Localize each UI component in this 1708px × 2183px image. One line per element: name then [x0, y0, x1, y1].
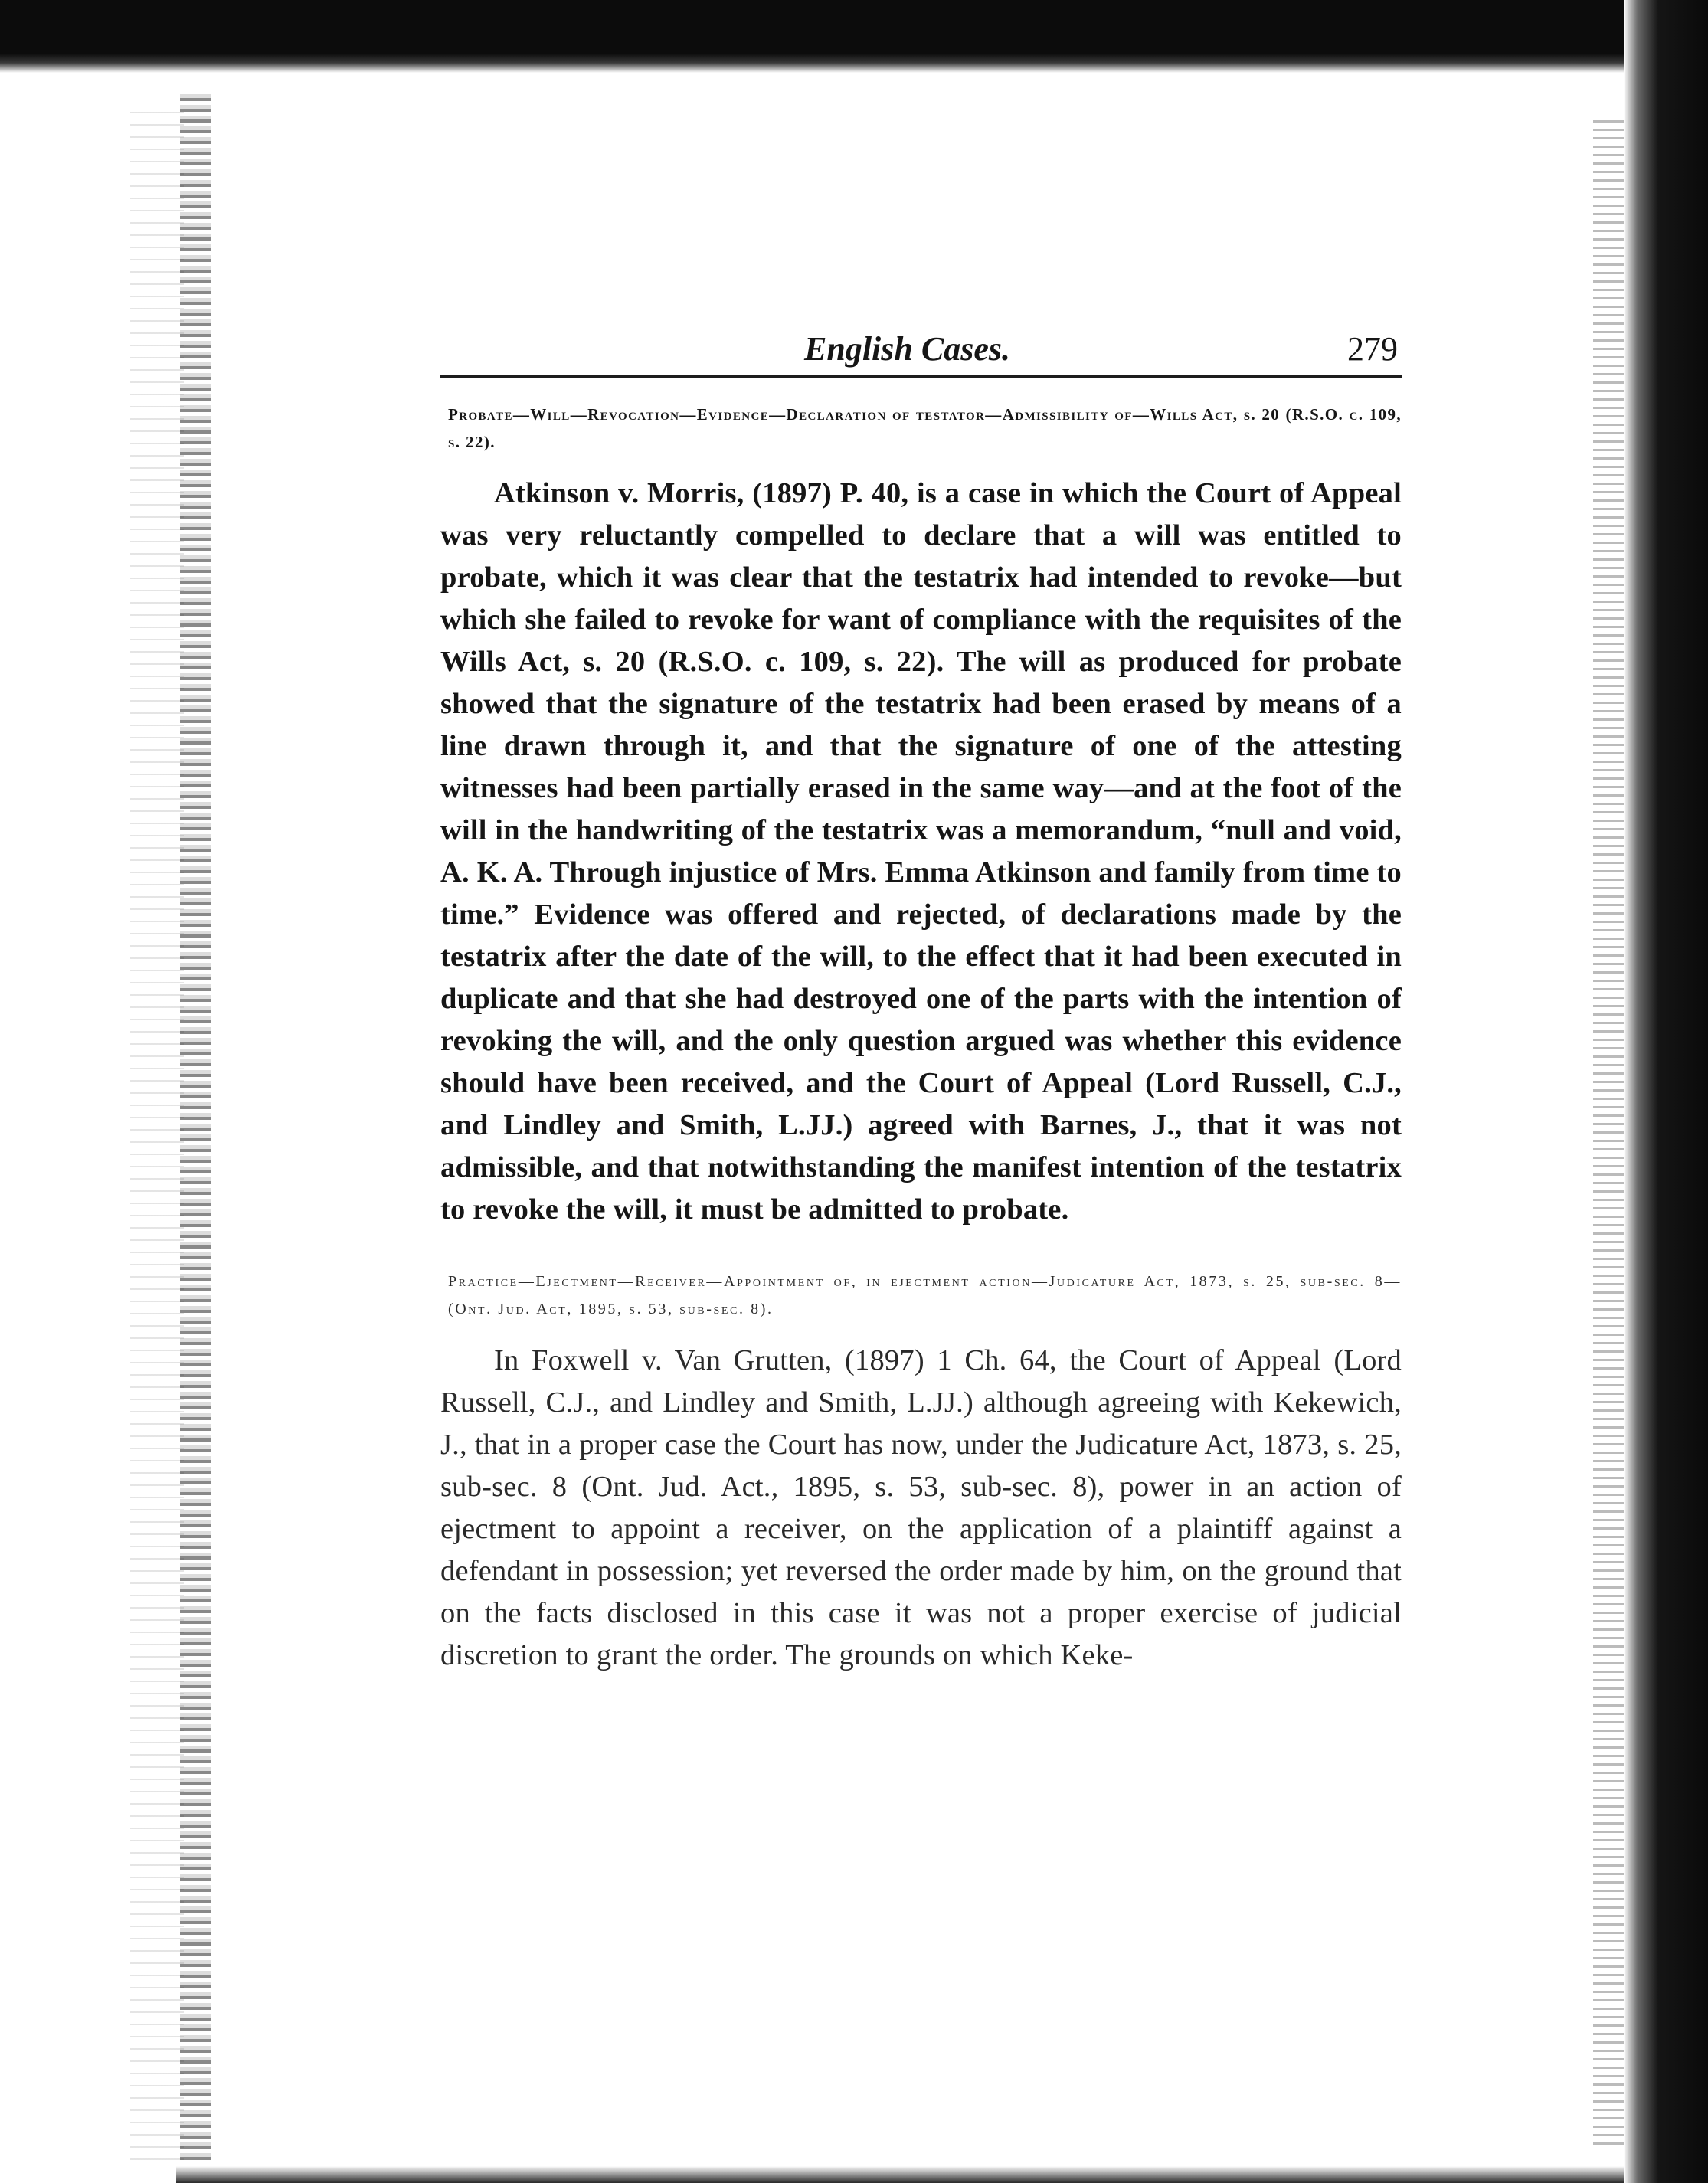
running-title: English Cases.	[804, 330, 1010, 368]
case-paragraph-foxwell: In Foxwell v. Van Grutten, (1897) 1 Ch. 64, the Court of Appeal (Lord Russell, C.J., and Lindley and Smith, L.JJ.) although agreeing with Kekewich, J., that in a proper case the Court has now, under the Judicature Act, 1873, s. 25, sub-sec. 8 (Ont. Jud. Act., 1895, s. 53, sub-sec. 8), power in an action of ejectment to appoint a receiver, on the application of a plaintiff against a defendant in possession; yet reversed the order made by him, on the ground that on the facts disclosed in this case it was not a proper exercise of judicial discretion to grant the order. The grounds on which Keke-	[440, 1344, 1402, 1671]
case-headnote-practice: Practice—Ejectment—Receiver—Appointment of, in ejectment action—Judicature Act, 1873, s. 25, sub-sec. 8—(Ont. Jud. Act, 1895, s. 53, sub-sec. 8).	[448, 1273, 1402, 1317]
page-number: 279	[1347, 330, 1398, 368]
book-page	[440, 322, 1402, 1677]
scan-top-border	[0, 0, 1708, 73]
case-paragraph-atkinson: Atkinson v. Morris, (1897) P. 40, is a case in which the Court of Appeal was very reluctantly compelled to declare that a will was entitled to probate, which it was clear that the testatrix had intended to revoke—but which she failed to revoke for want of compliance with the requisites of the Wills Act, s. 20 (R.S.O. c. 109, s. 22). The will as produced for probate showed that the signature of the testatrix had been erased by means of a line drawn through it, and that the signature of one of the attesting witnesses had been partially erased in the same way—and at the foot of the will in the handwriting of the testatrix was a memorandum, “null and void, A. K. A. Through injustice of Mrs. Emma Atkinson and family from time to time.” Evidence was offered and rejected, of declarations made by the testatrix after the date of the will, to the effect that it had been executed in duplicate and that she had destroyed one of the parts with the intention of revoking the will, and the only question argued was whether this evidence should have been received, and the Court of Appeal (Lord Russell, C.J., and Lindley and Smith, L.JJ.) agreed with Barnes, J., that it was not admissible, and that notwithstanding the manifest intention of the testatrix to revoke the will, it must be admitted to probate.	[440, 477, 1402, 1226]
scan-right-border	[1624, 0, 1708, 2183]
scan-right-noise	[1593, 115, 1624, 2145]
page-header	[440, 322, 1402, 378]
scan-bottom-edge	[176, 2166, 1624, 2183]
scan-left-edge	[180, 92, 211, 2160]
case-headnote-probate: Probate—Will—Revocation—Evidence—Declaration of testator—Admissibility of—Wills Act, s. 20 (R.S.O. c. 109, s. 22).	[448, 405, 1402, 451]
scan-left-shadow	[130, 107, 184, 2160]
